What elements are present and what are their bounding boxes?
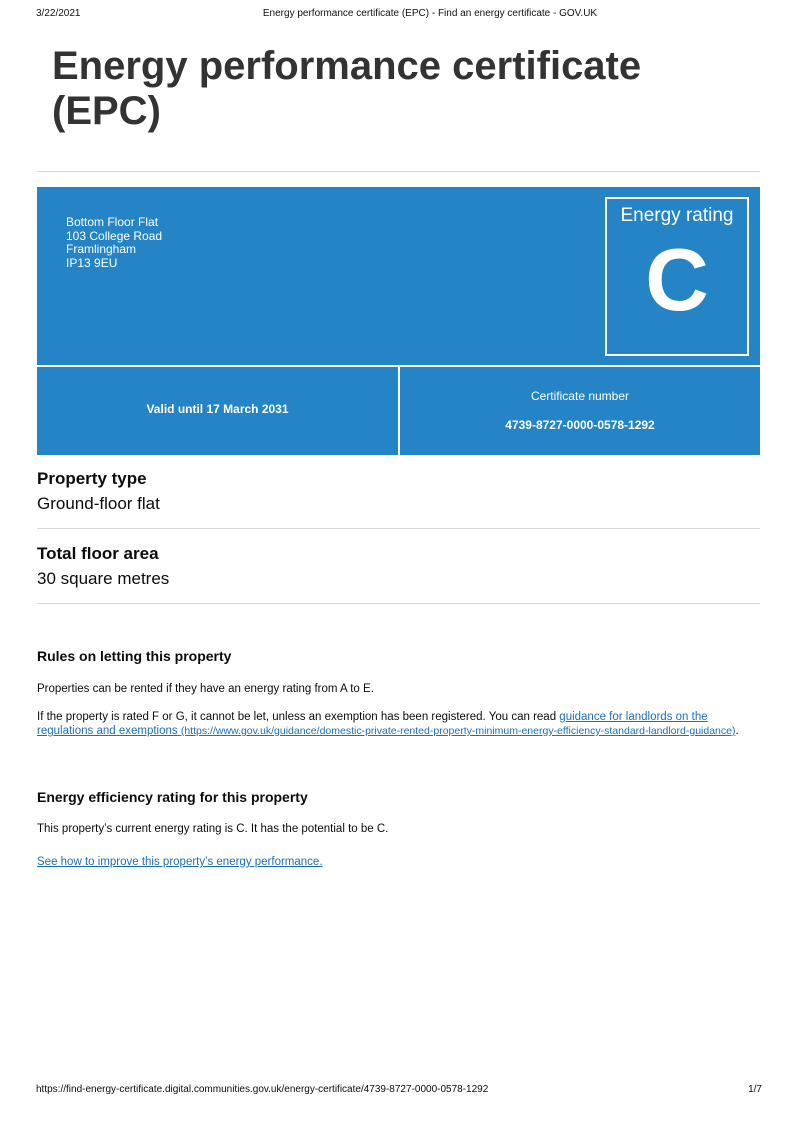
print-page-number: 1/7 (748, 1084, 762, 1095)
epc-certificate-box (37, 187, 760, 455)
certificate-number: 4739-8727-0000-0578-1292 (505, 418, 655, 432)
landlord-guidance-link-text: guidance for landlords on the regulations and exemptions (37, 711, 708, 737)
property-type-heading: Property type (37, 469, 147, 488)
print-header (36, 8, 764, 22)
improve-performance-link[interactable]: See how to improve this property’s energy performance. (37, 856, 323, 868)
improve-performance-paragraph (37, 855, 757, 869)
letting-rules-heading: Rules on letting this property (37, 648, 232, 664)
print-footer-url: https://find-energy-certificate.digital.communities.gov.uk/energy-certificate/4739-8727-0000-0578-1292 (36, 1084, 489, 1095)
address-line: IP13 9EU (66, 255, 118, 270)
energy-rating-label: Energy rating (620, 205, 734, 226)
floor-area-value: 30 square metres (37, 569, 170, 588)
address-line: Framlingham (66, 242, 137, 256)
letting-rules-text: Properties can be rented if they have an energy rating from A to E. (37, 683, 374, 695)
efficiency-rating-heading: Energy efficiency rating for this property (37, 789, 308, 805)
property-type-value: Ground-floor flat (37, 494, 160, 513)
divider (37, 171, 760, 172)
energy-rating-box (605, 197, 749, 356)
divider (37, 603, 760, 604)
property-address (66, 216, 162, 270)
landlord-guidance-url: (https://www.gov.uk/guidance/domestic-private-rented-property-minimum-energy-efficiency-standard-landlord-guidance) (180, 725, 736, 737)
letting-rules-exemptions (37, 710, 757, 738)
sentence-end: . (735, 725, 739, 737)
print-page-title: Energy performance certificate (EPC) - Find an energy certificate - GOV.UK (262, 8, 598, 19)
divider (398, 365, 400, 455)
certificate-number-label: Certificate number (530, 389, 630, 403)
valid-until: Valid until 17 March 2031 (146, 402, 289, 416)
exemptions-text: If the property is rated F or G, it cannot be let, unless an exemption has been registered. You can read (37, 711, 560, 723)
efficiency-rating-text: This property’s current energy rating is C. It has the potential to be C. (37, 823, 389, 835)
print-date: 3/22/2021 (36, 8, 81, 19)
divider (37, 528, 760, 529)
address-line: 103 College Road (66, 228, 163, 243)
address-line: Bottom Floor Flat (66, 215, 159, 229)
energy-rating-letter: C (645, 230, 709, 329)
floor-area-heading: Total floor area (37, 544, 159, 563)
page-title: Energy performance certificate (EPC) (52, 44, 642, 133)
